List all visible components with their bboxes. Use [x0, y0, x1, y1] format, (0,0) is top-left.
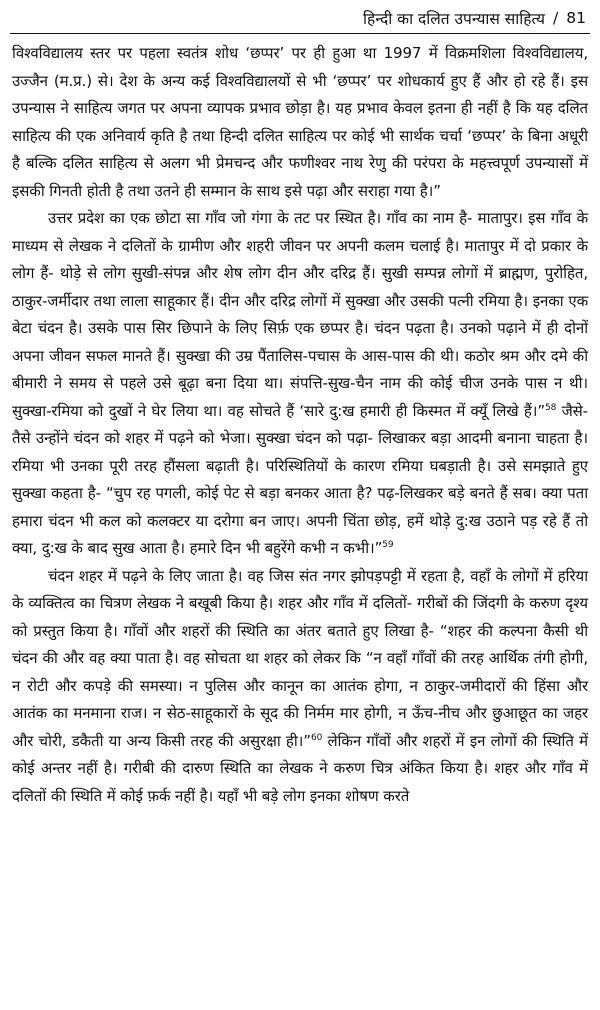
footnote-ref-60: 60	[310, 732, 323, 743]
header-rule	[10, 33, 590, 34]
page-number: 81	[566, 9, 586, 27]
running-header	[363, 4, 586, 32]
footnote-ref-59: 59	[382, 540, 394, 550]
paragraph-3-text: चंदन शहर में पढ़ने के लिए जाता है। वह जिस संत नगर झोपड़पट्टी में रहता है, वहाँ के लोगों में हरिया के व्यक्तित्व का चित्रण लेखक ने बखूबी किया है। शहर और गाँव में दलितों- गरीबों की जिंदगी के करुण दृश्य को प्रस्तुत किया है। गाँवों और शहरों की स्थिति का अंतर बताते हुए लिखा है- “शहर की कल्पना कैसी थी चंदन की और वह क्या पाता है। वह सोचता था शहर को लेकर कि “न वहाँ गाँवों की तरह आर्थिक तंगी होगी, न रोटी और कपड़े की समस्या। न पुलिस और कानून का आतंक होगा, न ठाकुर-जमीदारों की हिंसा और आतंक का मनमाना राज। न सेठ-साहूकारों के सूद की निर्मम मार होगी, न ऊँच-नीच और छुआछूत का जहर और चोरी, डकैती या अन्य किसी तरह की असुरक्षा ही।”	[12, 566, 588, 750]
paragraph-3-text-continued: लेकिन गाँवों और शहरों में इन लोगों की स्थिति में कोई अन्तर नहीं है। गरीबी की दारुण स्थिति का लेखक ने करुण चित्र अंकित किया है। शहर और गाँव में दलितों की स्थिति में कोई फ़र्क नहीं है। यहाँ भी बड़े लोग इनका शोषण करते	[12, 731, 588, 805]
paragraph-2-text: उत्तर प्रदेश का एक छोटा सा गाँव जो गंगा के तट पर स्थित है। गाँव का नाम है- मातापुर। इस गाँव के माध्यम से लेखक ने दलितों के ग्रामीण और शहरी जीवन पर अपनी कलम चलाई है। मातापुर में दो प्रकार के लोग हैं- थोड़े से लोग सुखी-संपन्न और शेष लोग दीन और दरिद्र हैं। सुखी सम्पन्न लोगों में ब्राह्मण, पुरोहित, ठाकुर-जर्मीदार तथा लाला साहूकार हैं। दीन और दरिद्र लोगों में सुक्खा और उसकी पत्नी रमिया है। इनका एक बेटा चंदन है। उसके पास सिर छिपाने के लिए सिर्फ़ एक छप्पर है। चंदन पढ़ता है। उनको पढ़ाने में ही दोनों अपना जीवन सफल मानते हैं। सुक्खा की उम्र पैंतालिस-पचास के आस-पास की थी। कठोर श्रम और दमे की बीमारी ने समय से पहले उसे बूढ़ा बना दिया था। संपत्ति-सुख-चैन नाम की कोई चीज उनके पास न थी। सुक्खा-रमिया को दुखों ने घेर लिया था। वह सोचते हैं ‘सारे दु:ख हमारी ही किस्मत में क्यूँ लिखे हैं।”	[12, 209, 588, 420]
paragraph-2-text-continued: जैसे-तैसे उन्होंने चंदन को शहर में पढ़ने को भेजा। सुक्खा चंदन को पढ़ा- लिखाकर बड़ा आदमी बनाना चाहता है। रमिया भी उनका पूरी तरह हौंसला बढ़ाती है। परिस्थितियों के कारण रमिया घबड़ाती है। उसे समझाते हुए सुक्खा कहता है- “चुप रह पगली, कोई पेट से बड़ा बनकर आता है? पढ़-लिखकर बड़े बनते हैं सब। क्या पता हमारा चंदन भी कल को कलक्टर या दरोगा बन जाए। अपनी चिंता छोड़, हमें थोड़े दु:ख उठाने पड़ रहे हैं तो क्या, दु:ख के बाद सुख आता है। हमारे दिन भी बहुरेंगे कभी न कभी।”	[12, 401, 588, 557]
page-body	[12, 40, 588, 810]
paragraph-1-text: विश्वविद्यालय स्तर पर पहला स्वतंत्र शोध ‘छप्पर’ पर ही हुआ था 1997 में विक्रमशिला विश्वविद्यालय, उज्जैन (म.प्र.) से। देश के अन्य कई विश्वविद्यालयों से भी ‘छप्पर’ पर शोधकार्य हुए हैं और हो रहे हैं। इस उपन्यास ने साहित्य जगत पर अपना व्यापक प्रभाव छोड़ा है। यह प्रभाव केवल इतना ही नहीं है कि यह दलित साहित्य की एक अनिवार्य कृति है तथा हिन्दी दलित साहित्य पर कोई भी सार्थक चर्चा ‘छप्पर’ के बिना अधूरी है बल्कि दलित साहित्य से अलग भी प्रेमचन्द और फणीश्वर नाथ रेणु की परंपरा के महत्त्वपूर्ण उपन्यासों में इसकी गिनती होती है तथा उतने ही सम्मान के साथ इसे पढ़ा और सराहा गया है।”	[12, 44, 588, 200]
footnote-ref-58: 58	[545, 402, 557, 413]
paragraph-2	[12, 205, 588, 563]
running-title: हिन्दी का दलित उपन्यास साहित्य	[362, 10, 546, 28]
paragraph-1	[12, 40, 588, 205]
paragraph-3	[12, 563, 588, 811]
header-separator: /	[553, 9, 559, 27]
